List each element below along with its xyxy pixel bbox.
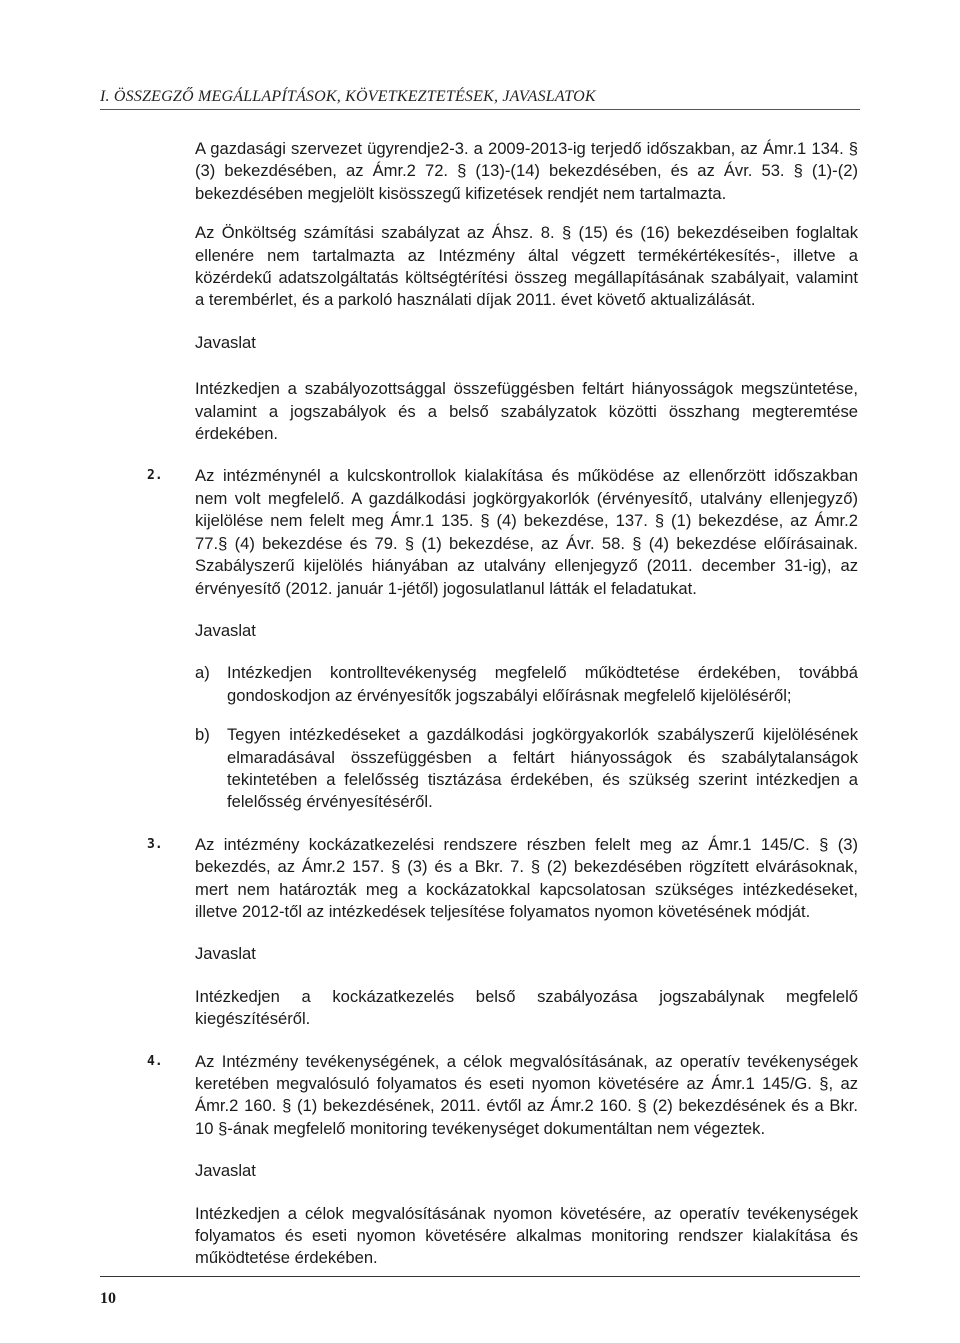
- footer-rule: [100, 1276, 860, 1277]
- section-header: I. ÖSSZEGZŐ MEGÁLLAPÍTÁSOK, KÖVETKEZTETÉSEK, JAVASLATOK: [100, 88, 596, 105]
- sub-label: b): [195, 725, 210, 745]
- finding-item-4: [147, 1051, 858, 1270]
- item-number: 4.: [147, 1053, 163, 1069]
- sub-recommendation-a: [195, 662, 858, 707]
- sub-text: Intézkedjen kontrolltevékenység megfelelő működtetése érdekében, továbbá gondoskodjon az érvényesítők jogszabályi előírásnak megfelelő kijelöléséről;: [227, 663, 858, 705]
- header-rule: [100, 109, 860, 110]
- finding-text: Az Intézmény tevékenységének, a célok megvalósításának, az operatív tevékenységek keretében megvalósuló folyamatos és eseti nyomon követésére az Ámr.1 145/G. §, az Ámr.2 160. § (1) bekezdésének, 2011. évtől az Ámr.2 160. § (2) bekezdésének és a Bkr. 10 §-ának megfelelő monitoring tevékenységet dokumentáltan nem végeztek.: [195, 1051, 858, 1138]
- item-number: 2.: [147, 468, 163, 484]
- sub-recommendation-b: [195, 724, 858, 814]
- paragraph-onkoltseg: Az Önköltség számítási szabályzat az Áhsz. 8. § (15) és (16) bekezdéseiben foglaltak ellenére nem tartalmazta az Intézmény által végzett termékértékesítés-, illetve a közérdekű adatszolgáltatás költségtérítési összeg megállapításának szabályait, valamint a terembérlet, és a parkoló használati díjak 2011. évet követő aktualizálását.: [195, 223, 858, 310]
- recommendation-text: Intézkedjen a célok megvalósításának nyomon követésére, az operatív tevékenységek folyamatos és eseti nyomon követésére alkalmas monitoring rendszer kialakítása és működtetése érdekében.: [195, 1203, 858, 1268]
- finding-item-2: [147, 465, 858, 813]
- finding-item-3: [147, 834, 858, 1031]
- finding-text: Az intézménynél a kulcskontrollok kialakítása és működése az ellenőrzött időszakban nem volt megfelelő. A gazdálkodási jogkörgyakorlók (érvényesítő, utalvány ellenjegyző) kijelölése nem felelt meg Ámr.1 135. § (4) bekezdése, 137. § (1) bekezdése, az Ámr.2 77.§ (4) bekezdése és 79. § (1) bekezdése, az Ávr. 58. § (4) bekezdése előírásainak. Szabályszerű kijelölés hiányában az utalvány ellenjegyző (2011. december 31-ig), az érvényesítő (2012. január 1-jétől) jogosulatlanul látták el feladatukat.: [195, 466, 858, 598]
- recommendation-text: Intézkedjen a kockázatkezelés belső szabályozása jogszabálynak megfelelő kiegészítéséről.: [195, 986, 858, 1029]
- item-number: 3.: [147, 836, 163, 852]
- sub-label: a): [195, 663, 210, 683]
- javaslat-heading: Javaslat: [195, 944, 256, 964]
- javaslat-heading: Javaslat: [195, 1161, 256, 1181]
- paragraph-ugyrend: A gazdasági szervezet ügyrendje2-3. a 2009-2013-ig terjedő időszakban, az Ámr.1 134. § (3) bekezdésében, az Ámr.2 72. § (13)-(14) bekezdésében, és az Ávr. 53. § (1)-(2) bekezdésében megjelölt kisösszegű kifizetések rendjét nem tartalmazta.: [195, 139, 858, 203]
- javaslat-heading: Javaslat: [195, 332, 256, 352]
- sub-text: Tegyen intézkedéseket a gazdálkodási jogkörgyakorlók szabályszerű kijelölésének elmaradásával összefüggésben a feltárt hiányosságok és szabálytalanságok tekintetében a felelősség tisztázása érdekében, és szükség szerint intézkedjen a felelősség érvényesítéséről.: [227, 725, 858, 812]
- page-number: 10: [100, 1290, 116, 1307]
- javaslat-heading: Javaslat: [195, 620, 256, 640]
- paragraph-recommendation: Intézkedjen a szabályozottsággal összefüggésben feltárt hiányosságok megszüntetése, valamint a jogszabályok és a belső szabályzatok közötti összhang megteremtése érdekében.: [195, 379, 858, 444]
- document-body: [147, 138, 858, 1270]
- finding-text: Az intézmény kockázatkezelési rendszere részben felelt meg az Ámr.1 145/C. § (3) bekezdés, az Ámr.2 157. § (3) és a Bkr. 7. § (2) bekezdésében rögzített elvárásoknak, mert nem határozták meg a kockázatokkal kapcsolatosan szükséges intézkedéseket, illetve 2012-től az intézkedések teljesítése folyamatos nyomon követésének módját.: [195, 834, 858, 921]
